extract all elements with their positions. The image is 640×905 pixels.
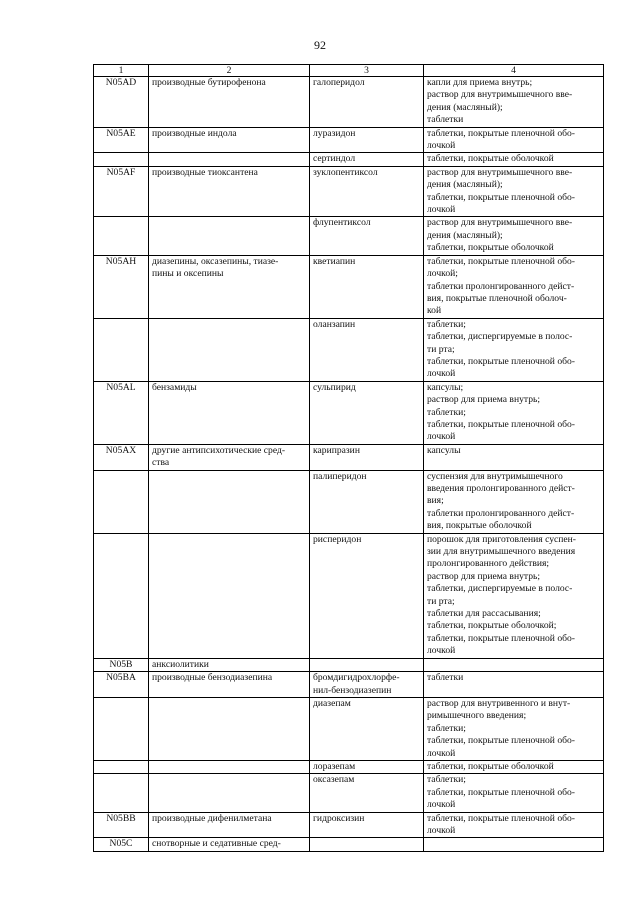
dosage-forms-line: раствор для внутримышечного вве-	[427, 166, 573, 178]
dosage-forms-line: римышечного введения;	[427, 710, 527, 722]
group-name-line: ства	[152, 457, 170, 469]
drug-name-cell	[310, 217, 424, 255]
drug-name-cell	[310, 672, 424, 698]
dosage-forms-cell	[424, 760, 604, 773]
group-name-line: производные индола	[152, 127, 237, 139]
group-name-cell	[149, 672, 310, 698]
drug-name-line: палиперидон	[313, 470, 367, 482]
dosage-forms-line: таблетки;	[427, 774, 466, 786]
table-row	[94, 217, 604, 255]
dosage-forms-line: лочкой	[427, 824, 456, 836]
dosage-forms-line: вия, покрытые пленочной оболоч-	[427, 292, 567, 304]
group-name-line: диазепины, оксазепины, тиазе-	[152, 255, 279, 267]
dosage-forms-line: лочкой	[427, 799, 456, 811]
atc-code-cell	[94, 153, 149, 166]
dosage-forms-cell	[424, 381, 604, 444]
drug-name-line: гидроксизин	[313, 812, 365, 824]
dosage-forms-cell	[424, 838, 604, 851]
dosage-forms-line: ти рта;	[427, 595, 455, 607]
group-name-line: производные тиоксантена	[152, 166, 258, 178]
dosage-forms-line: таблетки, диспергируемые в полос-	[427, 583, 573, 595]
atc-code-cell: N05AD	[94, 77, 149, 128]
group-name-cell	[149, 812, 310, 838]
drug-name-line: зуклопентиксол	[313, 166, 378, 178]
dosage-forms-line: таблетки, покрытые пленочной обо-	[427, 355, 575, 367]
group-name-line: производные бутирофенона	[152, 77, 266, 88]
group-name-line: производные бензодиазепина	[152, 672, 273, 684]
group-name-cell	[149, 255, 310, 318]
dosage-forms-line: таблетки	[427, 114, 464, 126]
table-row	[94, 77, 604, 128]
group-name-cell	[149, 318, 310, 381]
dosage-forms-cell	[424, 658, 604, 671]
dosage-forms-line: порошок для приготовления суспен-	[427, 533, 576, 545]
group-name-cell	[149, 760, 310, 773]
group-name-cell	[149, 153, 310, 166]
group-name-cell	[149, 838, 310, 851]
dosage-forms-line: таблетки, покрытые пленочной обо-	[427, 191, 575, 203]
dosage-forms-cell	[424, 444, 604, 470]
dosage-forms-line: таблетки, покрытые пленочной обо-	[427, 812, 575, 824]
dosage-forms-line: введения пролонгированного дейст-	[427, 483, 575, 494]
dosage-forms-cell	[424, 812, 604, 838]
dosage-forms-line: зии для внутримышечного введения	[427, 546, 576, 558]
dosage-forms-cell	[424, 672, 604, 698]
dosage-forms-line: таблетки	[427, 672, 464, 684]
atc-code-cell	[94, 533, 149, 658]
table-row	[94, 658, 604, 671]
dosage-forms-line: таблетки для рассасывания;	[427, 608, 541, 620]
drug-name-line: рисперидон	[313, 533, 362, 545]
table-row	[94, 166, 604, 217]
column-number-4: 4	[424, 65, 604, 77]
dosage-forms-cell	[424, 318, 604, 381]
dosage-forms-line: таблетки;	[427, 722, 466, 734]
atc-code-cell	[94, 697, 149, 760]
dosage-forms-line: дения (масляный);	[427, 179, 503, 191]
dosage-forms-line: таблетки, покрытые пленочной обо-	[427, 127, 575, 139]
group-name-cell	[149, 470, 310, 533]
dosage-forms-line: раствор для внутримышечного вве-	[427, 89, 573, 101]
drug-name-cell	[310, 444, 424, 470]
dosage-forms-line: капли для приема внутрь;	[427, 77, 533, 88]
dosage-forms-line: дения (масляный);	[427, 101, 503, 113]
dosage-forms-line: лочкой	[427, 431, 456, 443]
table-row	[94, 444, 604, 470]
atc-code-cell	[94, 470, 149, 533]
atc-code-cell: N05AH	[94, 255, 149, 318]
drug-name-cell	[310, 77, 424, 128]
drug-name-cell	[310, 812, 424, 838]
atc-code-cell: N05AX	[94, 444, 149, 470]
drug-name-line: нил-бензодиазепин	[313, 684, 392, 696]
dosage-forms-line: раствор для внутривенного и внут-	[427, 697, 571, 709]
dosage-forms-cell	[424, 255, 604, 318]
dosage-forms-line: суспензия для внутримышечного	[427, 470, 563, 482]
table-row	[94, 127, 604, 153]
group-name-cell	[149, 533, 310, 658]
dosage-forms-line: лочкой	[427, 368, 456, 380]
group-name-cell	[149, 697, 310, 760]
dosage-forms-line: лочкой	[427, 645, 456, 657]
group-name-cell	[149, 217, 310, 255]
dosage-forms-line: таблетки, диспергируемые в полос-	[427, 331, 573, 343]
group-name-cell	[149, 444, 310, 470]
atc-code-cell: N05AL	[94, 381, 149, 444]
drug-name-cell	[310, 760, 424, 773]
dosage-forms-cell	[424, 533, 604, 658]
drug-name-line: кветиапин	[313, 255, 356, 267]
dosage-forms-line: дения (масляный);	[427, 229, 503, 241]
drug-name-cell	[310, 166, 424, 217]
drug-name-line: лоразепам	[313, 760, 356, 772]
atc-code-cell	[94, 318, 149, 381]
group-name-line: анксиолитики	[152, 658, 209, 670]
drug-name-cell	[310, 838, 424, 851]
table-row	[94, 255, 604, 318]
group-name-line: другие антипсихотические сред-	[152, 444, 286, 456]
atc-code-cell: N05AF	[94, 166, 149, 217]
dosage-forms-line: таблетки, покрытые пленочной обо-	[427, 786, 575, 798]
dosage-forms-line: таблетки, покрытые пленочной обо-	[427, 418, 575, 430]
column-number-1: 1	[94, 65, 149, 77]
group-name-cell	[149, 77, 310, 128]
dosage-forms-line: лочкой;	[427, 268, 458, 280]
group-name-cell	[149, 774, 310, 812]
dosage-forms-line: пролонгированного действия;	[427, 558, 550, 570]
dosage-forms-line: лочкой	[427, 747, 456, 759]
dosage-forms-line: таблетки пролонгированного дейст-	[427, 280, 575, 292]
table-row	[94, 381, 604, 444]
column-number-3: 3	[310, 65, 424, 77]
group-name-cell	[149, 166, 310, 217]
atc-code-cell: N05AE	[94, 127, 149, 153]
drug-name-cell	[310, 255, 424, 318]
dosage-forms-line: ти рта;	[427, 343, 455, 355]
group-name-line: бензамиды	[152, 381, 197, 393]
dosage-forms-line: таблетки пролонгированного дейст-	[427, 507, 575, 519]
group-name-cell	[149, 381, 310, 444]
drug-name-line: флупентиксол	[313, 217, 371, 229]
dosage-forms-line: таблетки, покрытые оболочкой	[427, 242, 554, 254]
group-name-line: производные дифенилметана	[152, 812, 272, 824]
table-row	[94, 533, 604, 658]
dosage-forms-line: таблетки;	[427, 406, 466, 418]
drug-name-cell	[310, 774, 424, 812]
atc-code-cell: N05B	[94, 658, 149, 671]
drug-name-line: галоперидол	[313, 77, 365, 88]
table-row	[94, 470, 604, 533]
drug-table	[93, 64, 604, 852]
drug-name-line: оланзапин	[313, 318, 356, 330]
dosage-forms-line: раствор для приема внутрь;	[427, 394, 541, 406]
dosage-forms-line: таблетки, покрытые пленочной обо-	[427, 255, 575, 267]
table-row	[94, 774, 604, 812]
drug-name-line: бромдигидрохлорфе-	[313, 672, 400, 684]
dosage-forms-line: таблетки, покрытые пленочной обо-	[427, 735, 575, 747]
drug-name-cell	[310, 697, 424, 760]
table-row	[94, 812, 604, 838]
column-number-2: 2	[149, 65, 310, 77]
dosage-forms-cell	[424, 127, 604, 153]
group-name-cell	[149, 658, 310, 671]
dosage-forms-line: капсулы;	[427, 381, 464, 393]
atc-code-cell	[94, 760, 149, 773]
drug-name-cell	[310, 127, 424, 153]
dosage-forms-line: таблетки, покрытые оболочкой;	[427, 620, 557, 632]
drug-name-line: диазепам	[313, 697, 351, 709]
group-name-cell	[149, 127, 310, 153]
atc-code-cell: N05BA	[94, 672, 149, 698]
dosage-forms-cell	[424, 470, 604, 533]
drug-name-line: карипразин	[313, 444, 360, 456]
drug-name-line: оксазепам	[313, 774, 355, 786]
dosage-forms-line: лочкой	[427, 204, 456, 216]
atc-code-cell	[94, 774, 149, 812]
drug-name-cell	[310, 318, 424, 381]
dosage-forms-line: таблетки, покрытые оболочкой	[427, 760, 554, 772]
drug-name-line: сульпирид	[313, 381, 356, 393]
drug-name-line: сертиндол	[313, 153, 356, 165]
drug-name-cell	[310, 153, 424, 166]
group-name-line: пины и оксепины	[152, 268, 224, 280]
drug-name-cell	[310, 470, 424, 533]
drug-name-cell	[310, 658, 424, 671]
dosage-forms-cell	[424, 153, 604, 166]
dosage-forms-line: таблетки, покрытые оболочкой	[427, 153, 554, 165]
table-row	[94, 838, 604, 851]
header-row	[94, 65, 604, 77]
atc-code-cell	[94, 217, 149, 255]
dosage-forms-cell	[424, 217, 604, 255]
drug-name-line: луразидон	[313, 127, 356, 139]
atc-code-cell: N05C	[94, 838, 149, 851]
dosage-forms-line: капсулы	[427, 444, 461, 456]
page-number: 92	[314, 38, 326, 52]
dosage-forms-line: раствор для внутримышечного вве-	[427, 217, 573, 229]
atc-code-cell: N05BB	[94, 812, 149, 838]
table-row	[94, 318, 604, 381]
dosage-forms-line: вия;	[427, 495, 444, 507]
dosage-forms-line: кой	[427, 305, 442, 317]
table-row	[94, 153, 604, 166]
dosage-forms-cell	[424, 77, 604, 128]
dosage-forms-line: вия, покрытые оболочкой	[427, 520, 532, 532]
group-name-line: снотворные и седативные сред-	[152, 838, 281, 850]
drug-name-cell	[310, 533, 424, 658]
dosage-forms-line: раствор для приема внутрь;	[427, 570, 541, 582]
dosage-forms-cell	[424, 166, 604, 217]
table-row	[94, 697, 604, 760]
dosage-forms-cell	[424, 697, 604, 760]
dosage-forms-cell	[424, 774, 604, 812]
drug-name-cell	[310, 381, 424, 444]
dosage-forms-line: таблетки;	[427, 318, 466, 330]
table-row	[94, 760, 604, 773]
table-row	[94, 672, 604, 698]
dosage-forms-line: лочкой	[427, 140, 456, 152]
dosage-forms-line: таблетки, покрытые пленочной обо-	[427, 632, 575, 644]
